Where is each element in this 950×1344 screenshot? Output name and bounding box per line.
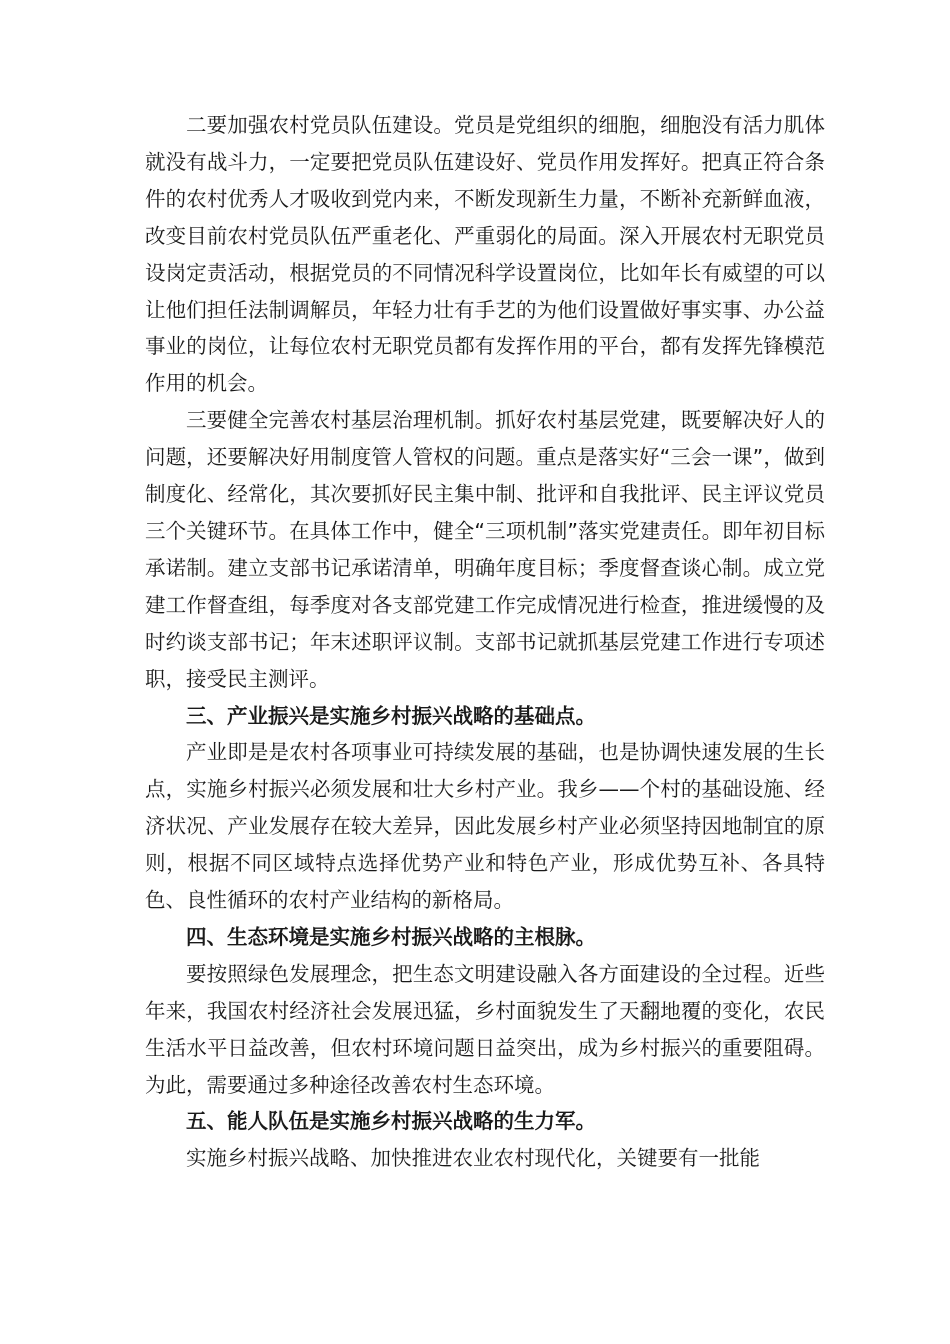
section-heading-talent: 五、能人队伍是实施乡村振兴战略的生力军。: [186, 1109, 596, 1134]
paragraph-industry: 产业即是是农村各项事业可持续发展的基础，也是协调快速发展的生长点，实施乡村振兴必须发展和壮大乡村产业。我乡——个村的基础设施、经济状况、产业发展存在较大差异，因此发展乡村产业必须坚持因地制宜的原则，根据不同区域特点选择优势产业和特色产业，形成优势互补、各具特色、良性循环的农村产业结构的新格局。: [145, 740, 825, 913]
paragraph-ecology: 要按照绿色发展理念，把生态文明建设融入各方面建设的全过程。近些年来，我国农村经济社会发展迅猛，乡村面貌发生了天翻地覆的变化，农民生活水平日益改善，但农村环境问题日益突出，成为乡村振兴的重要阻碍。为此，需要通过多种途径改善农村生态环境。: [145, 961, 825, 1097]
paragraph-party-member-team: 二要加强农村党员队伍建设。党员是党组织的细胞，细胞没有活力肌体就没有战斗力，一定要把党员队伍建设好、党员作用发挥好。把真正符合条件的农村优秀人才吸收到党内来，不断发现新生力量，不断补充新鲜血液，改变目前农村党员队伍严重老化、严重弱化的局面。深入开展农村无职党员设岗定责活动，根据党员的不同情况科学设置岗位，比如年长有威望的可以让他们担任法制调解员，年轻力壮有手艺的为他们设置做好事实事、办公益事业的岗位，让每位农村无职党员都有发挥作用的平台，都有发挥先锋模范作用的机会。: [145, 113, 825, 396]
paragraph-talent: 实施乡村振兴战略、加快推进农业农村现代化，关键要有一批能: [186, 1146, 760, 1171]
paragraph-governance-mechanism: 三要健全完善农村基层治理机制。抓好农村基层党建，既要解决好人的问题，还要解决好用制度管人管权的问题。重点是落实好“三会一课”，做到制度化、经常化，其次要抓好民主集中制、批评和自我批评、民主评议党员三个关键环节。在具体工作中，健全“三项机制”落实党建责任。即年初目标承诺制。建立支部书记承诺清单，明确年度目标；季度督查谈心制。成立党建工作督查组，每季度对各支部党建工作完成情况进行检查，推进缓慢的及时约谈支部书记；年末述职评议制。支部书记就抓基层党建工作进行专项述职，接受民主测评。: [145, 408, 825, 691]
section-heading-ecology: 四、生态环境是实施乡村振兴战略的主根脉。: [186, 924, 596, 949]
section-heading-industry: 三、产业振兴是实施乡村振兴战略的基础点。: [186, 703, 596, 728]
document-page: [145, 107, 825, 1177]
